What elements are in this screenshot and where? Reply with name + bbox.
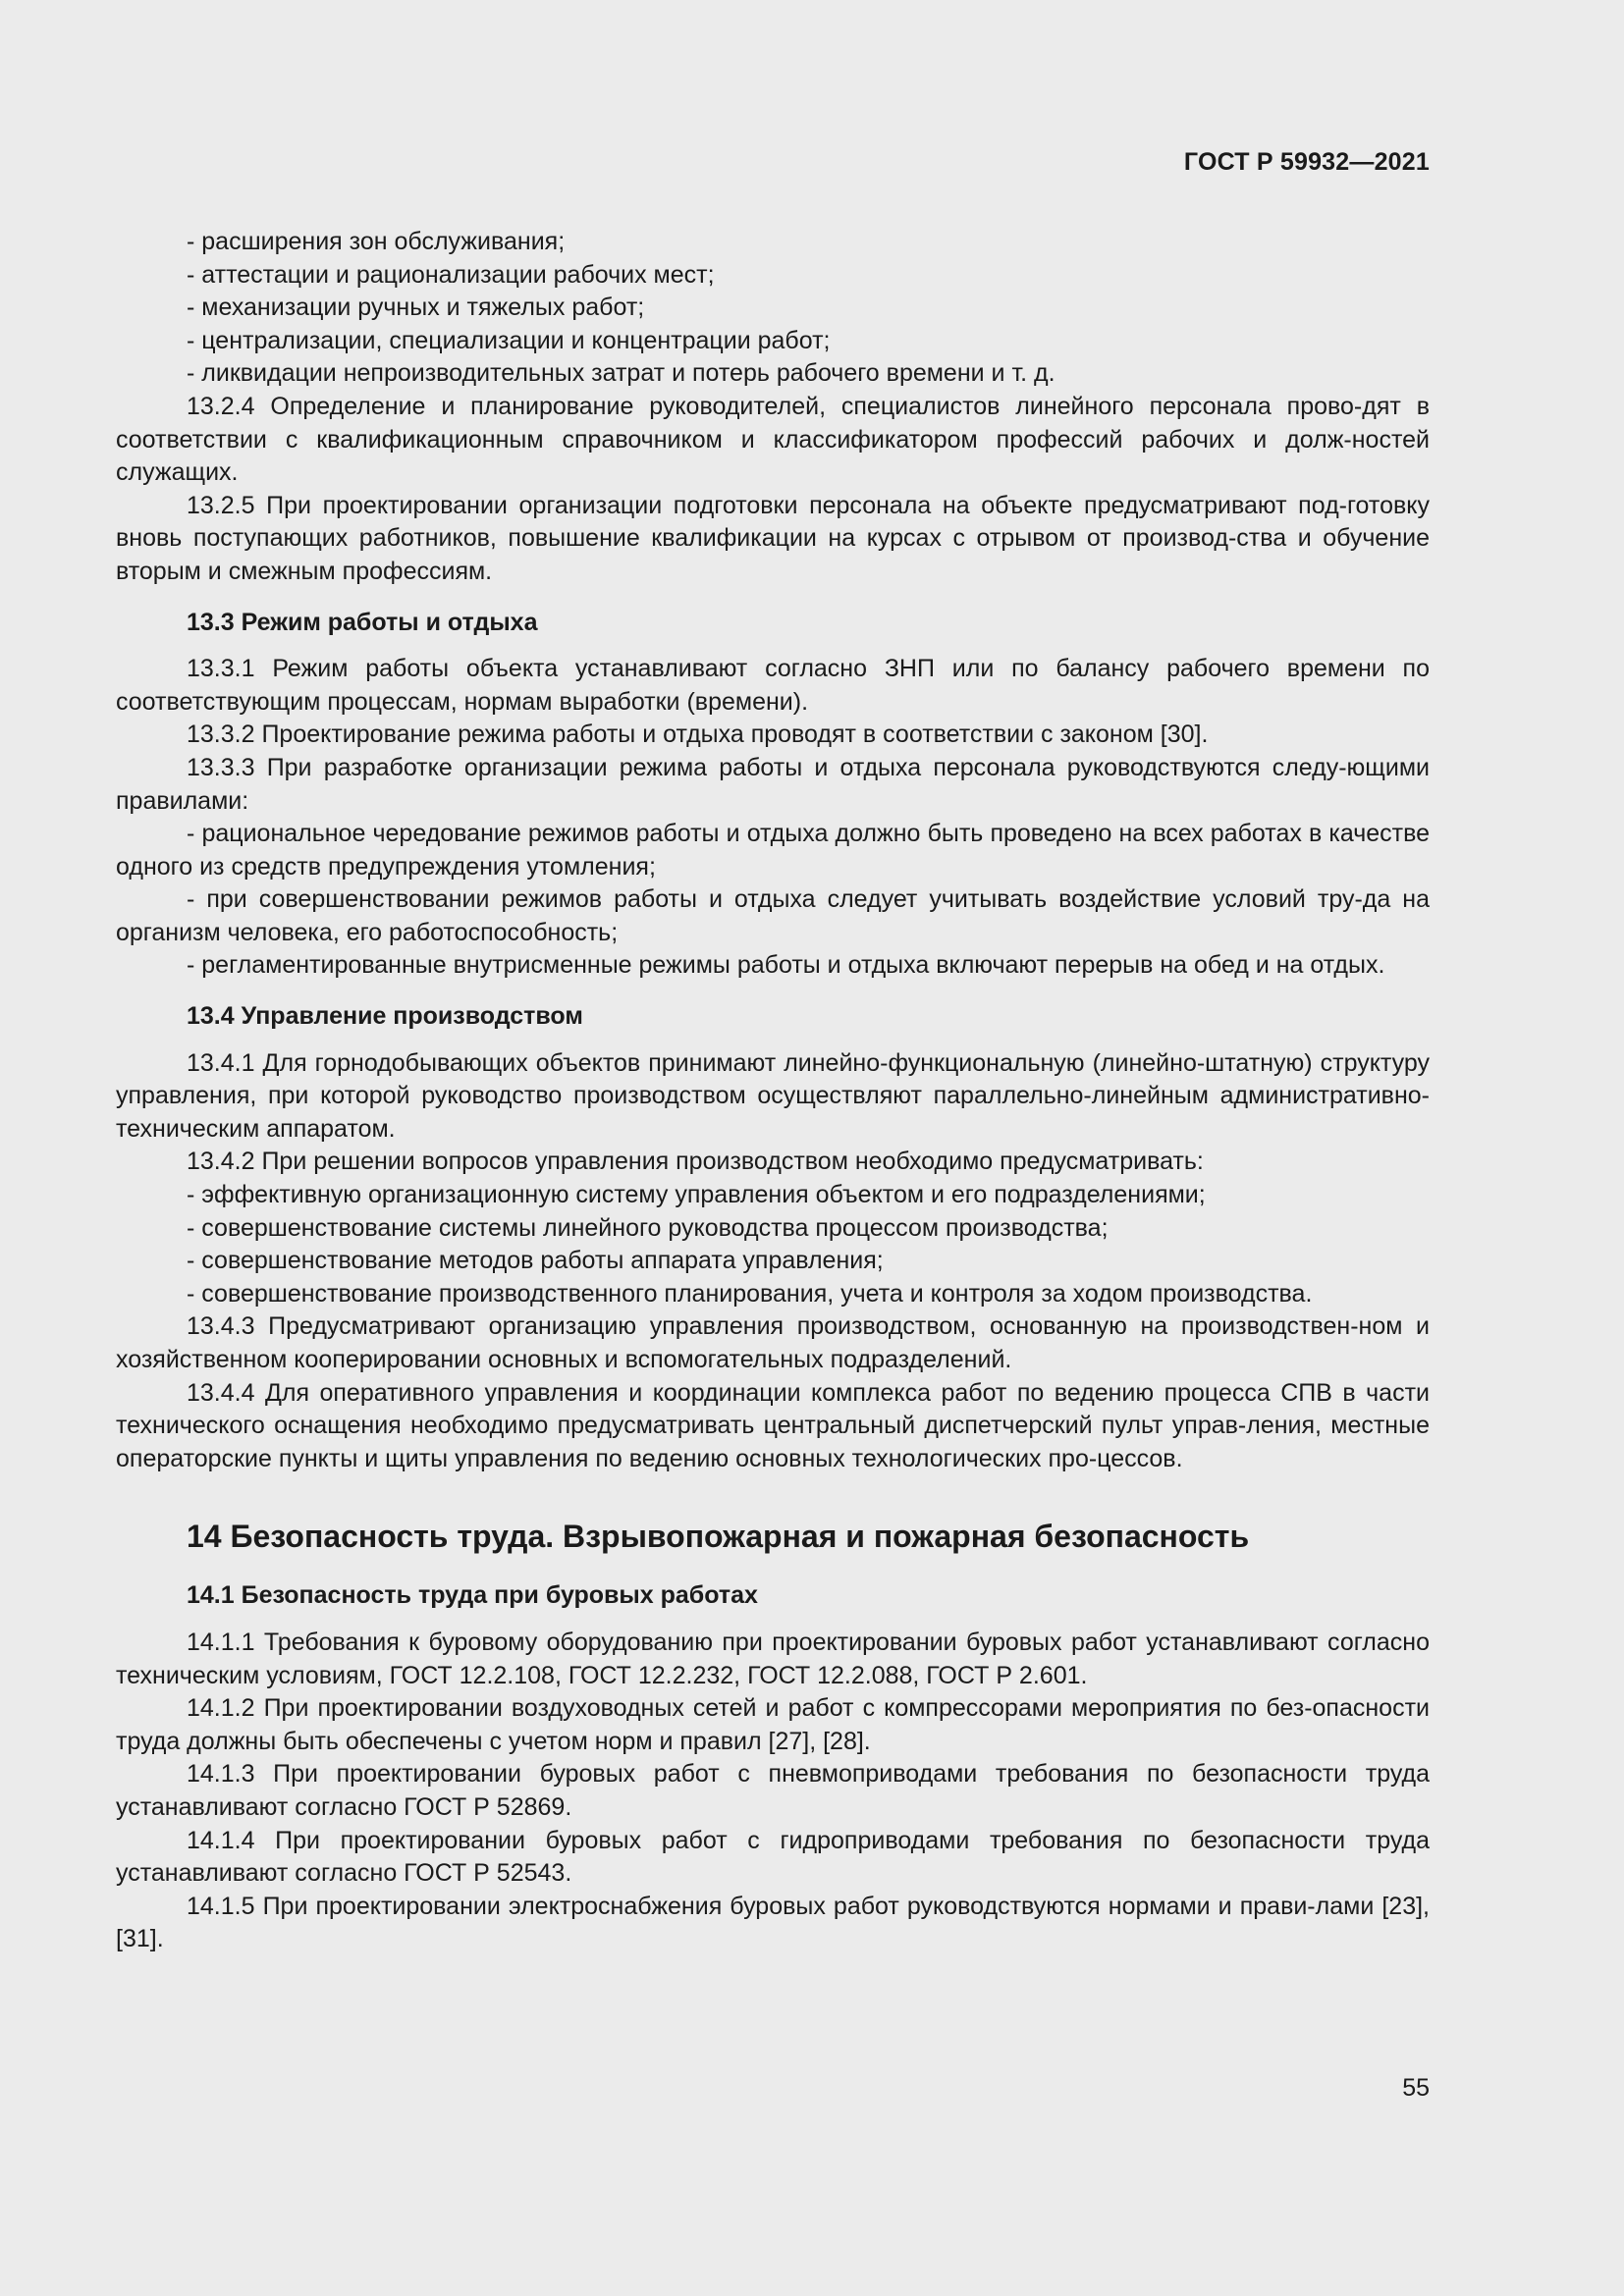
paragraph-14-1-4: 14.1.4 При проектировании буровых работ с гидроприводами требования по безопасности труда устанавливают согласно ГОСТ Р 52543. xyxy=(116,1826,1430,1888)
section-heading-13-4: 13.4 Управление производством xyxy=(187,1002,583,1031)
paragraph-14-1-2: 14.1.2 При проектировании воздуховодных сетей и работ с компрессорами мероприятия по без-опасности труда должны быть обеспечены с учетом норм и правил [27], [28]. xyxy=(116,1694,1430,1755)
page-number: 55 xyxy=(1402,2074,1430,2102)
list-item: - аттестации и рационализации рабочих мест; xyxy=(187,260,715,289)
paragraph-14-1-3: 14.1.3 При проектировании буровых работ с пневмоприводами требования по безопасности труда устанавливают согласно ГОСТ Р 52869. xyxy=(116,1760,1430,1821)
paragraph-13-2-5: 13.2.5 При проектировании организации подготовки персонала на объекте предусматривают под-готовку вновь поступающих работников, повышение квалификации на курсах с отрывом от производ-ства и обучение вторым и смежным профессиям. xyxy=(116,491,1430,585)
paragraph-13-2-4: 13.2.4 Определение и планирование руководителей, специалистов линейного персонала прово-дят в соответствии с квалификационным справочником и классификатором профессий рабочих и долж-ностей служащих. xyxy=(116,392,1430,487)
list-item: - совершенствование методов работы аппарата управления; xyxy=(187,1247,884,1275)
paragraph-13-3-2: 13.3.2 Проектирование режима работы и отдыха проводят в соответствии с законом [30]. xyxy=(187,721,1209,749)
list-item: - эффективную организационную систему управления объектом и его подразделениями; xyxy=(187,1181,1206,1209)
list-item: - расширения зон обслуживания; xyxy=(187,228,566,255)
list-item: - рациональное чередование режимов работы и отдыха должно быть проведено на всех работах в качестве одного из средств предупреждения утомления; xyxy=(116,820,1430,881)
paragraph-14-1-5: 14.1.5 При проектировании электроснабжения буровых работ руководствуются нормами и прави-лами [23], [31]. xyxy=(116,1892,1430,1953)
section-heading-13-3: 13.3 Режим работы и отдыха xyxy=(187,608,538,636)
paragraph-13-3-3: 13.3.3 При разработке организации режима работы и отдыха персонала руководствуются следу-ющими правилами: xyxy=(116,753,1430,815)
list-item: - совершенствование системы линейного руководства процессом производства; xyxy=(187,1213,1109,1242)
list-item: - совершенствование производственного планирования, учета и контроля за ходом производства. xyxy=(187,1279,1313,1308)
paragraph-13-4-2: 13.4.2 При решении вопросов управления производством необходимо предусматривать: xyxy=(187,1148,1204,1176)
paragraph-14-1-1: 14.1.1 Требования к буровому оборудованию при проектировании буровых работ устанавливают согласно техническим условиям, ГОСТ 12.2.108, ГОСТ 12.2.232, ГОСТ 12.2.088, ГОСТ Р 2.601. xyxy=(116,1628,1430,1689)
document-body xyxy=(116,226,1430,1956)
list-item: - механизации ручных и тяжелых работ; xyxy=(187,294,645,322)
paragraph-13-3-1: 13.3.1 Режим работы объекта устанавливают согласно ЗНП или по балансу рабочего времени по соответствующим процессам, нормам выработки (времени). xyxy=(116,655,1430,716)
paragraph-13-4-4: 13.4.4 Для оперативного управления и координации комплекса работ по ведению процесса СПВ в части технического оснащения необходимо предусматривать центральный диспетчерский пульт управ-ления, местные операторские пункты и щиты управления по ведению основных технологических про-цессов. xyxy=(116,1378,1430,1472)
section-heading-14-1: 14.1 Безопасность труда при буровых работах xyxy=(187,1581,758,1610)
list-item: - при совершенствовании режимов работы и отдыха следует учитывать воздействие условий тру-да на организм человека, его работоспособность; xyxy=(116,885,1430,946)
paragraph-13-4-3: 13.4.3 Предусматривают организацию управления производством, основанную на производствен-ном и хозяйственном кооперировании основных и вспомогательных подразделений. xyxy=(116,1312,1430,1373)
paragraph-13-4-1: 13.4.1 Для горнодобывающих объектов принимают линейно-функциональную (линейно-штатную) структуру управления, при которой руководство производством осуществляют параллельно-линейным административно-техническим аппаратом. xyxy=(116,1048,1430,1143)
chapter-heading-14: 14 Безопасность труда. Взрывопожарная и пожарная безопасность xyxy=(187,1519,1250,1555)
list-item: - ликвидации непроизводительных затрат и потерь рабочего времени и т. д. xyxy=(187,359,1056,388)
document-header: ГОСТ Р 59932—2021 xyxy=(1183,148,1430,176)
list-item: - централизации, специализации и концентрации работ; xyxy=(187,326,831,354)
list-item: - регламентированные внутрисменные режимы работы и отдыха включают перерыв на обед и на отдых. xyxy=(187,951,1385,980)
